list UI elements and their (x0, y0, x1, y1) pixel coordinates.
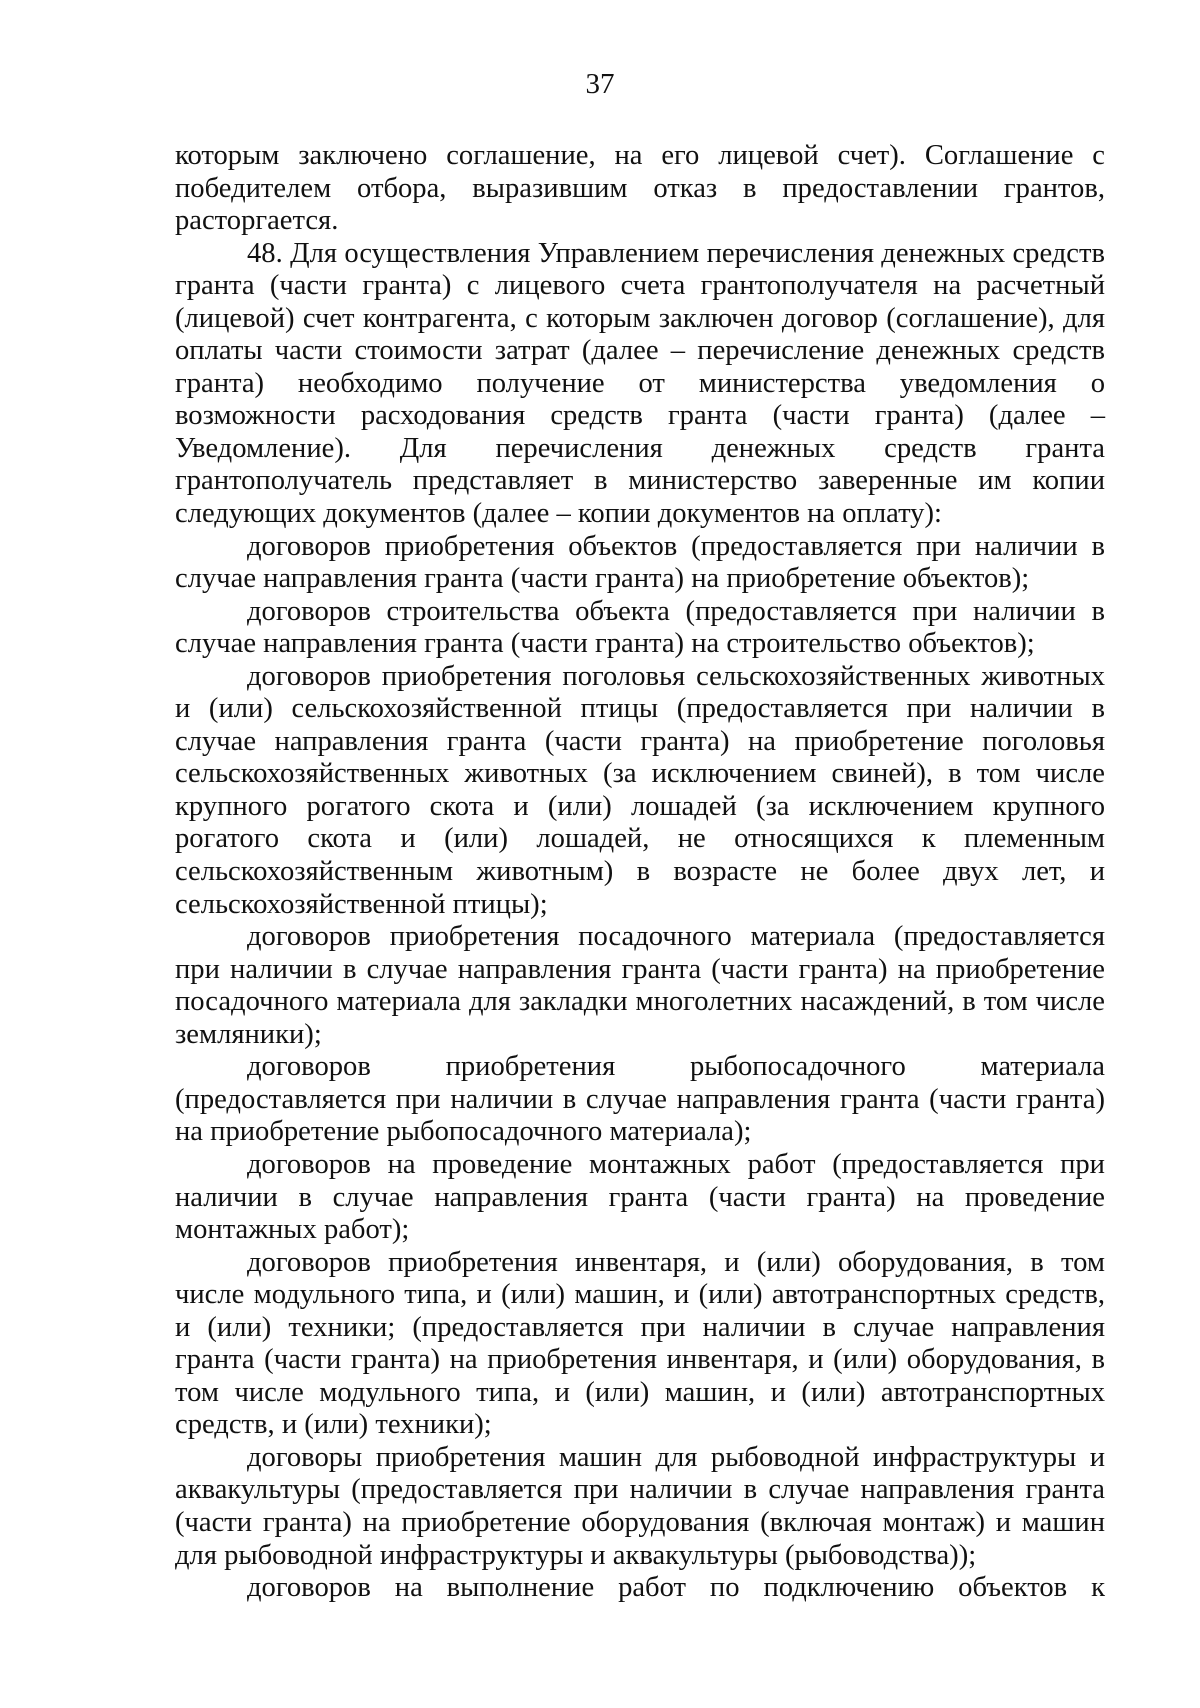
list-item-livestock: договоров приобретения поголовья сельскохозяйственных животных и (или) сельскохозяйственной птицы (предоставляется при наличии в случае направления гранта (части гранта) на приобретение поголовья сельскохозяйственных животных (за исключением свиней), в том числе крупного рогатого скота и (или) лошадей (за исключением крупного рогатого скота и (или) лошадей, не относящихся к племенным сельскохозяйственным животным) в возрасте не более двух лет, и сельскохозяйственной птицы); (175, 660, 1105, 920)
body-text (175, 140, 1105, 1605)
list-item-objects: договоров приобретения объектов (предоставляется при наличии в случае направления гранта (части гранта) на приобретение объектов); (175, 530, 1105, 595)
page-number: 37 (585, 68, 615, 100)
list-item-fish-stock: договоров приобретения рыбопосадочного материала (предоставляется при наличии в случае направления гранта (части гранта) на приобретение рыбопосадочного материала); (175, 1051, 1105, 1148)
list-item-installation: договоров на проведение монтажных работ (предоставляется при наличии в случае направления гранта (части гранта) на проведение монтажных работ); (175, 1148, 1105, 1246)
list-item-construction: договоров строительства объекта (предоставляется при наличии в случае направления гранта (части гранта) на строительство объектов); (175, 595, 1105, 660)
list-item-planting-material: договоров приобретения посадочного материала (предоставляется при наличии в случае направления гранта (части гранта) на приобретение посадочного материала для закладки многолетних насаждений, в том числе земляники); (175, 921, 1105, 1050)
list-item-equipment: договоров приобретения инвентаря, и (или) оборудования, в том числе модульного типа, и (или) машин, и (или) автотранспортных средств, и (или) техники; (предоставляется при наличии в случае направления гранта (части гранта) на приобретения инвентаря, и (или) оборудования, в том числе модульного типа, и (или) машин, и (или) автотранспортных средств, и (или) техники); (175, 1246, 1105, 1441)
paragraph-48: 48. Для осуществления Управлением перечисления денежных средств гранта (части гранта) с лицевого счета грантополучателя на расчетный (лицевой) счет контрагента, с которым заключен договор (соглашение), для оплаты части стоимости затрат (далее – перечисление денежных средств гранта) необходимо получение от министерства уведомления о возможности расходования средств гранта (части гранта) (далее – Уведомление). Для перечисления денежных средств гранта грантополучатель представляет в министерство заверенные им копии следующих документов (далее – копии документов на оплату): (175, 237, 1105, 530)
paragraph-continuation: которым заключено соглашение, на его лицевой счет). Соглашение с победителем отбора, выразившим отказ в предоставлении грантов, расторгается. (175, 140, 1105, 237)
list-item-aquaculture: договоры приобретения машин для рыбоводной инфраструктуры и аквакультуры (предоставляется при наличии в случае направления гранта (части гранта) на приобретение оборудования (включая монтаж) и машин для рыбоводной инфраструктуры и аквакультуры (рыбоводства)); (175, 1441, 1105, 1571)
list-item-connection: договоров на выполнение работ по подключению объектов к (247, 1572, 1105, 1604)
